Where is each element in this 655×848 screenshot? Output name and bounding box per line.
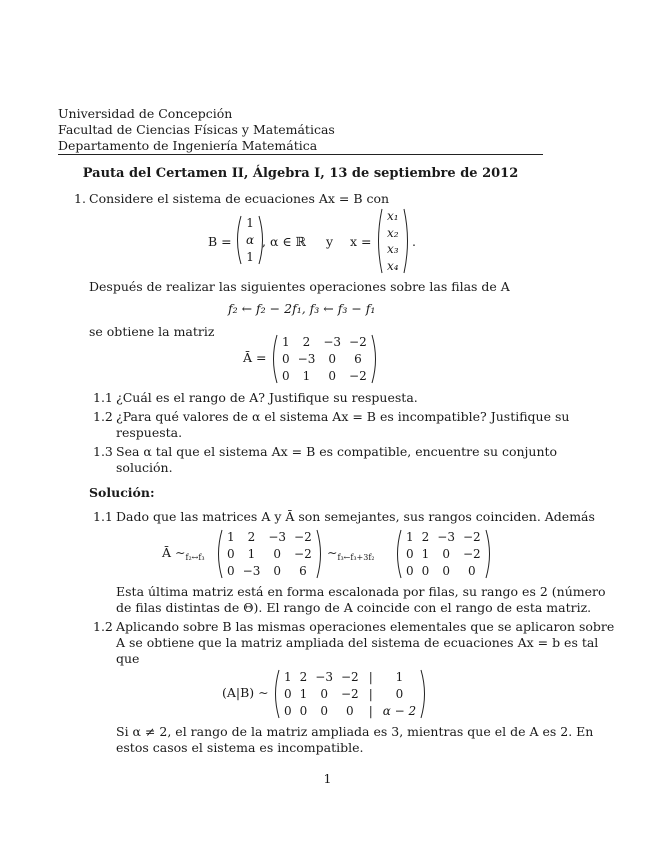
matrix-row: [223, 529, 316, 546]
matrix-entry: −3: [297, 351, 316, 366]
matrix-entry: −2: [462, 546, 481, 561]
document-title: Pauta del Certamen II, Álgebra I, 13 de septiembre de 2012: [82, 166, 519, 181]
matrix-entry: 2: [299, 670, 308, 685]
matrix-entry: 0: [282, 351, 290, 366]
solution-1-after-line2: de filas distintas de Θ). El rango de A coincide con el rango de esta matriz.: [116, 600, 592, 615]
matrix-row: [402, 562, 485, 579]
matrix-entry: x₃: [387, 242, 399, 257]
matrix-separator: |: [368, 703, 373, 718]
solution-2-line2: A se obtiene que la matriz ampliada del sistema de ecuaciones Ax = b es tal: [116, 635, 599, 650]
matrix-entry: 0: [346, 703, 354, 718]
matrix-entry: x₁: [387, 209, 399, 224]
matrix-entry: x₄: [387, 258, 399, 273]
matrix-entry: 0: [442, 546, 450, 561]
matrix-entry: −2: [294, 530, 312, 545]
matrix-row: [280, 669, 420, 686]
matrix-entry: −3: [323, 335, 342, 350]
header-rule: [58, 154, 543, 155]
period: .: [412, 234, 416, 249]
matrix-entry: 1: [284, 670, 292, 685]
solution-1-after-line1: Esta última matriz está en forma escalonada por filas, su rango es 2 (número: [116, 584, 606, 599]
abar-equiv-text: Ā ∼: [162, 545, 186, 560]
solution-2-after-line2: estos casos el sistema es incompatible.: [116, 740, 364, 755]
matrix-row: [402, 529, 485, 546]
solution-1-text: Dado que las matrices A y Ā son semejantes, sus rangos coinciden. Además: [116, 509, 595, 524]
matrix-entry: 0: [299, 703, 308, 718]
abar-matrix: [270, 334, 379, 384]
matrix-entry: −2: [349, 368, 367, 383]
matrix-row: [223, 562, 316, 579]
op-swap-subscript: f₂↔f₃: [185, 553, 205, 562]
faculty-name: Facultad de Ciencias Físicas y Matemáticas: [58, 122, 335, 137]
matrix-entry: 1: [247, 546, 256, 561]
matrix-entry: 1: [299, 686, 308, 701]
matrix-row: [278, 334, 371, 351]
matrix-row: [383, 258, 403, 275]
matrix-entry: 1: [406, 530, 414, 545]
matrix-entry: 0: [328, 368, 337, 383]
matrix-entry: 6: [354, 351, 362, 366]
solution-1-abar-equiv: [162, 545, 205, 562]
augmented-label: (A|B) ∼: [222, 685, 269, 700]
matrix-row: [242, 215, 258, 232]
matrix-row: [383, 241, 403, 258]
university-name: Universidad de Concepción: [58, 106, 233, 121]
matrix-entry: 2: [302, 335, 311, 350]
matrix-entry: 2: [247, 530, 256, 545]
matrix-entry: −3: [242, 563, 261, 578]
matrix-entry: 0: [442, 563, 450, 578]
matrix-entry: −2: [340, 670, 359, 685]
abar-label: Ā =: [243, 350, 267, 365]
matrix-separator: |: [368, 670, 373, 685]
matrix-entry: 0: [284, 686, 292, 701]
matrix-entry: −2: [349, 335, 367, 350]
matrix-entry: 0: [284, 703, 292, 718]
matrix-entry: 0: [468, 563, 476, 578]
matrix-entry: α − 2: [382, 703, 417, 718]
page-number: 1: [323, 771, 332, 786]
b-label: B =: [208, 234, 232, 249]
matrix-entry: 0: [273, 546, 282, 561]
matrix-row: [242, 248, 258, 265]
solution-1-matrix-2: [394, 529, 493, 579]
question-2-line1: ¿Para qué valores de α el sistema Ax = B es incompatible? Justifique su: [116, 409, 570, 424]
question-3-line2: solución.: [116, 460, 173, 475]
problem-intro: Considere el sistema de ecuaciones Ax = B con: [89, 191, 390, 206]
question-2-number: 1.2: [93, 409, 113, 424]
op-add-subscript: f₃←f₃+3f₂: [337, 553, 375, 562]
x-label: x =: [350, 234, 372, 249]
matrix-entry: α: [246, 232, 255, 247]
matrix-entry: 1: [246, 216, 254, 231]
matrix-entry: 1: [227, 530, 235, 545]
solution-1-number: 1.1: [93, 509, 113, 524]
row-operations: f₂ ← f₂ − 2f₁, f₃ ← f₃ − f₁: [228, 301, 376, 316]
matrix-entry: 1: [395, 670, 404, 685]
matrix-row: [223, 546, 316, 563]
question-2-line2: respuesta.: [116, 425, 183, 440]
matrix-entry: 0: [406, 563, 414, 578]
solution-2-after-line1: Si α ≠ 2, el rango de la matriz ampliada es 3, mientras que el de A es 2. En: [116, 724, 594, 739]
matrix-entry: 0: [395, 686, 404, 701]
matrix-entry: 1: [246, 249, 254, 264]
matrix-entry: 0: [328, 351, 337, 366]
matrix-entry: 0: [273, 563, 282, 578]
after-operations-text: Después de realizar las siguientes operaciones sobre las filas de A: [89, 279, 510, 294]
matrix-row: [242, 232, 258, 249]
x-vector: [375, 208, 411, 274]
matrix-entry: 0: [320, 686, 328, 701]
solution-heading: Solución:: [89, 485, 155, 500]
matrix-entry: 1: [421, 546, 430, 561]
matrix-row: [278, 351, 371, 368]
solution-2-line1: Aplicando sobre B las mismas operaciones elementales que se aplicaron sobre: [116, 619, 615, 634]
matrix-row: [280, 686, 420, 703]
alpha-condition: , α ∈ ℝ: [262, 234, 306, 249]
question-1: ¿Cuál es el rango de A? Justifique su respuesta.: [116, 390, 418, 405]
matrix-entry: 2: [421, 530, 430, 545]
matrix-entry: −2: [462, 530, 481, 545]
matrix-entry: 1: [282, 335, 290, 350]
department-name: Departamento de Ingeniería Matemática: [58, 138, 318, 153]
matrix-entry: 0: [320, 703, 328, 718]
matrix-entry: −3: [268, 530, 287, 545]
and-word: y: [326, 234, 334, 249]
matrix-entry: x₂: [387, 225, 399, 240]
augmented-matrix: [272, 669, 428, 719]
matrix-entry: 0: [227, 546, 235, 561]
matrix-entry: 1: [302, 368, 311, 383]
matrix-row: [383, 225, 403, 242]
question-3-line1: Sea α tal que el sistema Ax = B es compatible, encuentre su conjunto: [116, 444, 558, 459]
matrix-entry: 0: [421, 563, 430, 578]
solution-2-number: 1.2: [93, 619, 113, 634]
solution-2-line3: que: [116, 651, 140, 666]
problem-number: 1.: [74, 191, 86, 206]
matrix-entry: 0: [282, 368, 290, 383]
matrix-row: [402, 546, 485, 563]
matrix-entry: 0: [406, 546, 414, 561]
matrix-entry: −3: [437, 530, 455, 545]
matrix-entry: −3: [315, 670, 333, 685]
matrix-row: [280, 702, 420, 719]
matrix-entry: 0: [227, 563, 235, 578]
question-3-number: 1.3: [93, 444, 113, 459]
matrix-entry: −2: [340, 686, 359, 701]
question-1-number: 1.1: [93, 390, 113, 405]
matrix-entry: 6: [299, 563, 307, 578]
solution-1-matrix-1: [215, 529, 324, 579]
obtains-text: se obtiene la matriz: [89, 324, 215, 339]
matrix-separator: |: [368, 686, 373, 701]
solution-1-equiv-2: $\sim_{f_3\leftarrow f_3+3f_2}$: [327, 545, 375, 562]
matrix-row: [278, 367, 371, 384]
matrix-row: [383, 208, 403, 225]
matrix-entry: −2: [294, 546, 312, 561]
